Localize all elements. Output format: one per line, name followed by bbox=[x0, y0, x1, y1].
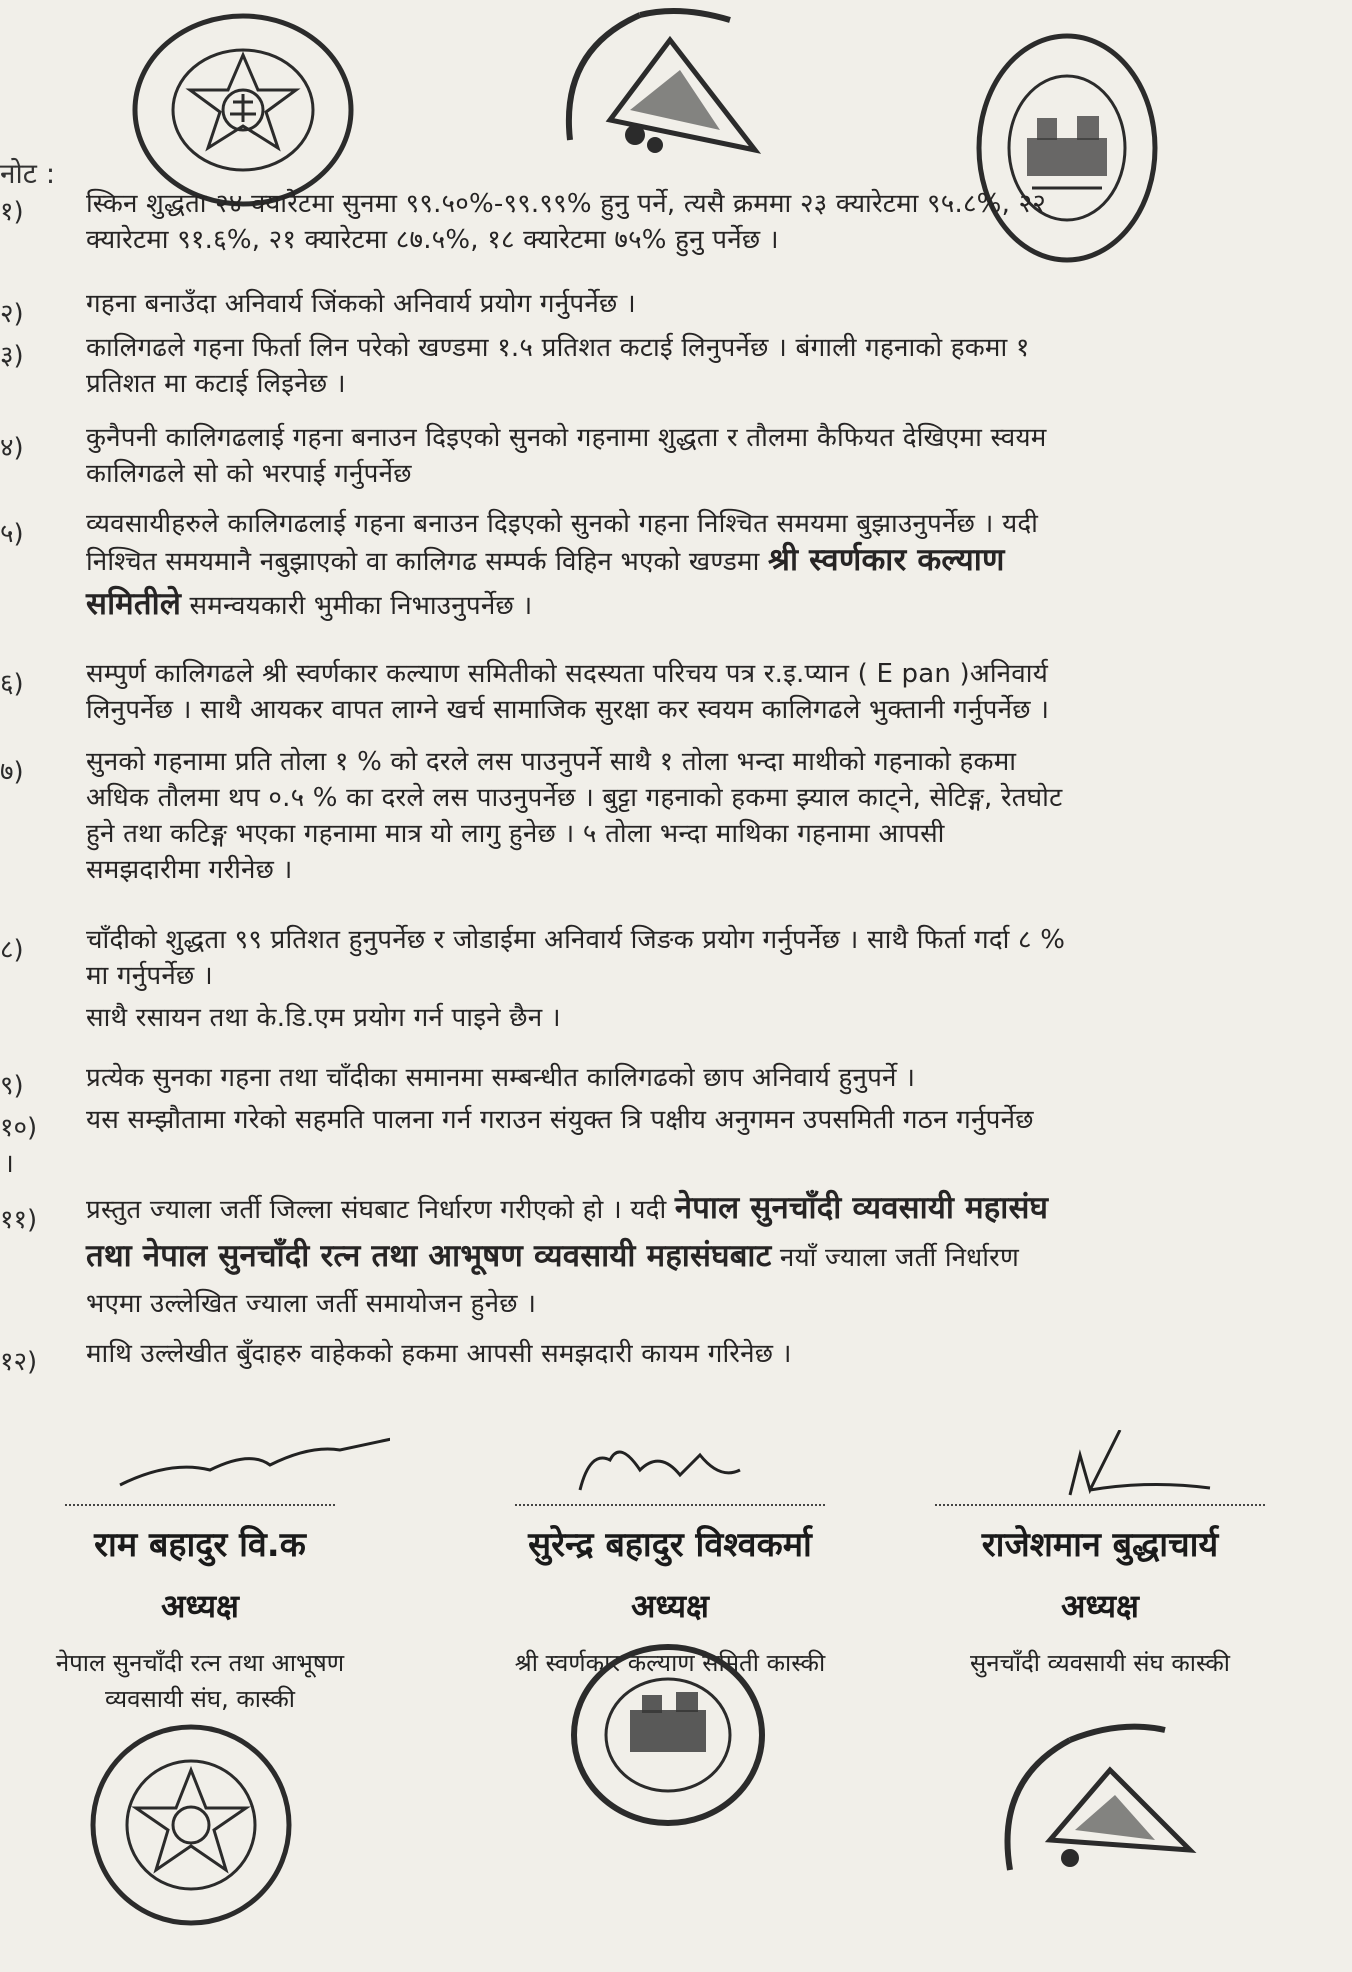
signature-block-3 bbox=[890, 1430, 1310, 1681]
signatory-role: अध्यक्ष bbox=[1061, 1587, 1139, 1625]
note-line bbox=[86, 586, 1266, 624]
signature-line bbox=[65, 1504, 335, 1506]
signatory-role: अध्यक्ष bbox=[161, 1587, 239, 1625]
note-number: ८) bbox=[0, 935, 24, 965]
signatory-name: राम बहादुर वि.क bbox=[94, 1525, 306, 1565]
signatory-org: श्री स्वर्णकार कल्याण समिती कास्की bbox=[514, 1649, 826, 1677]
note-number: ७) bbox=[0, 757, 24, 787]
note-line: प्रतिशत मा कटाई लिइनेछ । bbox=[86, 369, 346, 399]
note-emphasis: तथा नेपाल सुनचाँदी रत्न तथा आभूषण व्यवसायी महासंघबाट bbox=[86, 1238, 772, 1274]
note-line: कालिगढले सो को भरपाई गर्नुपर्नेछ bbox=[86, 459, 412, 489]
note-line: साथै रसायन तथा के.डि.एम प्रयोग गर्न पाइने छैन । bbox=[86, 1003, 561, 1033]
note-number: ४) bbox=[0, 433, 24, 463]
seal-bottom-center-icon bbox=[568, 1640, 768, 1830]
note-line: समझदारीमा गरीनेछ । bbox=[86, 855, 293, 885]
signatory-name: सुरेन्द्र बहादुर विश्वकर्मा bbox=[528, 1525, 812, 1565]
signature-scribble-icon bbox=[890, 1430, 1310, 1500]
signature-block-1 bbox=[10, 1430, 390, 1717]
note-text: प्रस्तुत ज्याला जर्ती जिल्ला संघबाट निर्धारण गरीएको हो । यदी bbox=[86, 1195, 675, 1225]
note-line: सम्पुर्ण कालिगढले श्री स्वर्णकार कल्याण समितीको सदस्यता परिचय पत्र र.इ.प्यान ( E pan )अनिवार्य bbox=[86, 659, 1048, 689]
signatory-role: अध्यक्ष bbox=[631, 1587, 709, 1625]
note-line: मा गर्नुपर्नेछ । bbox=[86, 961, 213, 991]
note-number: ५) bbox=[0, 519, 24, 549]
note-label: नोट : bbox=[0, 157, 56, 190]
note-line: अधिक तौलमा थप ०.५ % का दरले लस पाउनुपर्नेछ । बुट्टा गहनाको हकमा झ्याल काट्ने, सेटिङ्ग, रेतघोट bbox=[86, 783, 1063, 813]
note-line: भएमा उल्लेखित ज्याला जर्ती समायोजन हुनेछ । bbox=[86, 1289, 537, 1319]
note-emphasis: नेपाल सुनचाँदी व्यवसायी महासंघ bbox=[674, 1190, 1049, 1226]
note-text: नयाँ ज्याला जर्ती निर्धारण bbox=[771, 1243, 1019, 1273]
seal-bottom-left-icon bbox=[86, 1720, 296, 1930]
signatory-name: राजेशमान बुद्धाचार्य bbox=[981, 1525, 1219, 1565]
signature-scribble-icon bbox=[440, 1430, 900, 1500]
note-line: व्यवसायीहरुले कालिगढलाई गहना बनाउन दिइएको सुनको गहना निश्चित समयमा बुझाउनुपर्नेछ । यदी bbox=[86, 509, 1039, 539]
note-number: १) bbox=[0, 197, 24, 227]
note-tail: । bbox=[4, 1149, 15, 1179]
note-text: समन्वयकारी भुमीका निभाउनुपर्नेछ । bbox=[181, 591, 533, 621]
note-number: ११) bbox=[0, 1205, 38, 1235]
note-number: १०) bbox=[0, 1113, 38, 1143]
note-number: ३) bbox=[0, 341, 24, 371]
note-line: कालिगढले गहना फिर्ता लिन परेको खण्डमा १.५ प्रतिशत कटाई लिनुपर्नेछ । बंगाली गहनाको हकमा १ bbox=[86, 333, 1030, 363]
signatory-org: नेपाल सुनचाँदी रत्न तथा आभूषण व्यवसायी संघ, कास्की bbox=[55, 1649, 345, 1713]
signature-line bbox=[515, 1504, 825, 1506]
note-line: लिनुपर्नेछ । साथै आयकर वापत लाग्ने खर्च सामाजिक सुरक्षा कर स्वयम कालिगढले भुक्तानी गर्नुपर्नेछ । bbox=[86, 695, 1050, 725]
signature-scribble-icon bbox=[10, 1430, 390, 1500]
note-line: यस सम्झौतामा गरेको सहमति पालना गर्न गराउन संयुक्त त्रि पक्षीय अनुगमन उपसमिती गठन गर्नुपर्नेछ bbox=[86, 1105, 1034, 1135]
seal-bottom-right-icon bbox=[990, 1700, 1210, 1890]
note-line: हुने तथा कटिङ्ग भएका गहनामा मात्र यो लागु हुनेछ । ५ तोला भन्दा माथिका गहनामा आपसी bbox=[86, 819, 945, 849]
note-number: १२) bbox=[0, 1347, 38, 1377]
seal-top-center-icon bbox=[550, 0, 770, 170]
note-text: निश्चित समयमानै नबुझाएको वा कालिगढ सम्पर्क विहिन भएको खण्डमा bbox=[86, 547, 768, 577]
signature-line bbox=[935, 1504, 1265, 1506]
note-number: २) bbox=[0, 299, 24, 329]
note-line bbox=[86, 542, 1266, 580]
note-line: चाँदीको शुद्धता ९९ प्रतिशत हुनुपर्नेछ र जोडाईमा अनिवार्य जिङक प्रयोग गर्नुपर्नेछ । साथै फिर्ता गर्दा ८ % bbox=[86, 925, 1066, 955]
note-line: स्किन शुद्धता २४ क्यारेटमा सुनमा ९९.५०%-९९.९९% हुनु पर्ने, त्यसै क्रममा २३ क्यारेटमा ९५.८%, २२ bbox=[86, 189, 1046, 219]
note-emphasis: समितीले bbox=[86, 586, 182, 622]
note-line bbox=[86, 1238, 1266, 1276]
signatory-org: सुनचाँदी व्यवसायी संघ कास्की bbox=[970, 1649, 1230, 1677]
note-line: कुनैपनी कालिगढलाई गहना बनाउन दिइएको सुनको गहनामा शुद्धता र तौलमा कैफियत देखिएमा स्वयम bbox=[86, 423, 1047, 453]
note-line: सुनको गहनामा प्रति तोला १ % को दरले लस पाउनुपर्ने साथै १ तोला भन्दा माथीको गहनाको हकमा bbox=[86, 747, 1017, 777]
note-emphasis: श्री स्वर्णकार कल्याण bbox=[768, 542, 1005, 578]
note-line: गहना बनाउँदा अनिवार्य जिंकको अनिवार्य प्रयोग गर्नुपर्नेछ । bbox=[86, 289, 636, 319]
note-line: माथि उल्लेखीत बुँदाहरु वाहेकको हकमा आपसी समझदारी कायम गरिनेछ । bbox=[86, 1339, 792, 1369]
seal-top-left-icon bbox=[128, 10, 358, 210]
note-number: ९) bbox=[0, 1071, 24, 1101]
note-line: प्रत्येक सुनका गहना तथा चाँदीका समानमा सम्बन्धीत कालिगढको छाप अनिवार्य हुनुपर्ने । bbox=[86, 1063, 916, 1093]
note-number: ६) bbox=[0, 669, 24, 699]
note-line bbox=[86, 1190, 1266, 1228]
note-line: क्यारेटमा ९१.६%, २१ क्यारेटमा ८७.५%, १८ क्यारेटमा ७५% हुनु पर्नेछ । bbox=[86, 225, 779, 255]
